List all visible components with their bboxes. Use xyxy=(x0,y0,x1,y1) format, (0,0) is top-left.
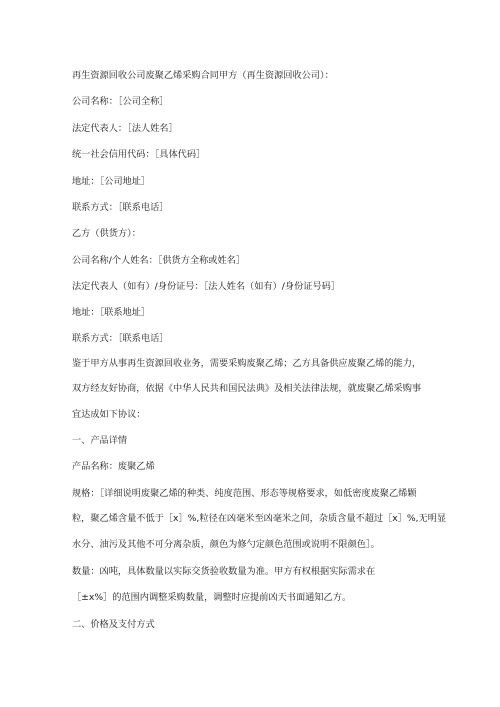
party-b-company-name: 公司名称/个人姓名：［供货方全称或姓名］ xyxy=(72,255,246,266)
party-b-contact: 联系方式：［联系电话］ xyxy=(72,333,169,344)
product-name: 产品名称：废聚乙烯 xyxy=(72,461,155,472)
preamble-line-1: 鉴于甲方从事再生资源回收业务，需要采购废聚乙烯；乙方具备供应废聚乙烯的能力， xyxy=(72,358,422,369)
quantity-line-2: ［±x%］的范围内调整采购数量，调整时应提前凶天书面通知乙方。 xyxy=(72,592,352,603)
party-a-contact: 联系方式：［联系电话］ xyxy=(72,202,169,213)
party-a-legal-rep: 法定代表人：［法人姓名］ xyxy=(72,123,178,134)
quantity-line-1: 数量：凶吨，具体数量以实际交货验收数量为准。甲方有权根据实际需求在 xyxy=(72,566,376,577)
party-b-legal-rep: 法定代表人（如有）/身份证号：［法人姓名（如有）/身份证号码］ xyxy=(72,281,341,292)
party-a-address: 地址：［公司地址］ xyxy=(72,176,151,187)
preamble-line-3: 宜达成如下协议： xyxy=(72,409,146,420)
party-b-heading: 乙方（供货方）： xyxy=(72,228,141,239)
section-1-heading: 一、产品详情 xyxy=(72,435,128,446)
party-b-address: 地址：［联系地址］ xyxy=(72,307,151,318)
spec-line-1: 规格：［详细说明废聚乙烯的种类、纯度范围、形态等规格要求，如低密度废聚乙烯颗 xyxy=(72,488,417,499)
spec-line-3: 水分、油污及其他不可分离杂质，颜色为修勺定颜色范围或说明不限颜色］。 xyxy=(72,539,380,550)
section-2-heading: 二、价格及支付方式 xyxy=(72,619,155,630)
contract-title: 再生资源回收公司废聚乙烯采购合同甲方（再生资源回收公司）： xyxy=(72,70,334,81)
preamble-line-2: 双方经友好协商，依据《中华人民共和国民法典》及相关法律法规，就废聚乙烯采购事 xyxy=(72,383,422,394)
spec-line-2: 粒，聚乙烯含量不低于［x］%,粒径在凶毫米至凶毫米之间，杂质含量不超过［x］%,无明显 xyxy=(72,513,447,524)
party-a-credit-code: 统一社会信用代码：［具体代码］ xyxy=(72,149,206,160)
party-a-company-name: 公司名称：［公司全称］ xyxy=(72,96,169,107)
